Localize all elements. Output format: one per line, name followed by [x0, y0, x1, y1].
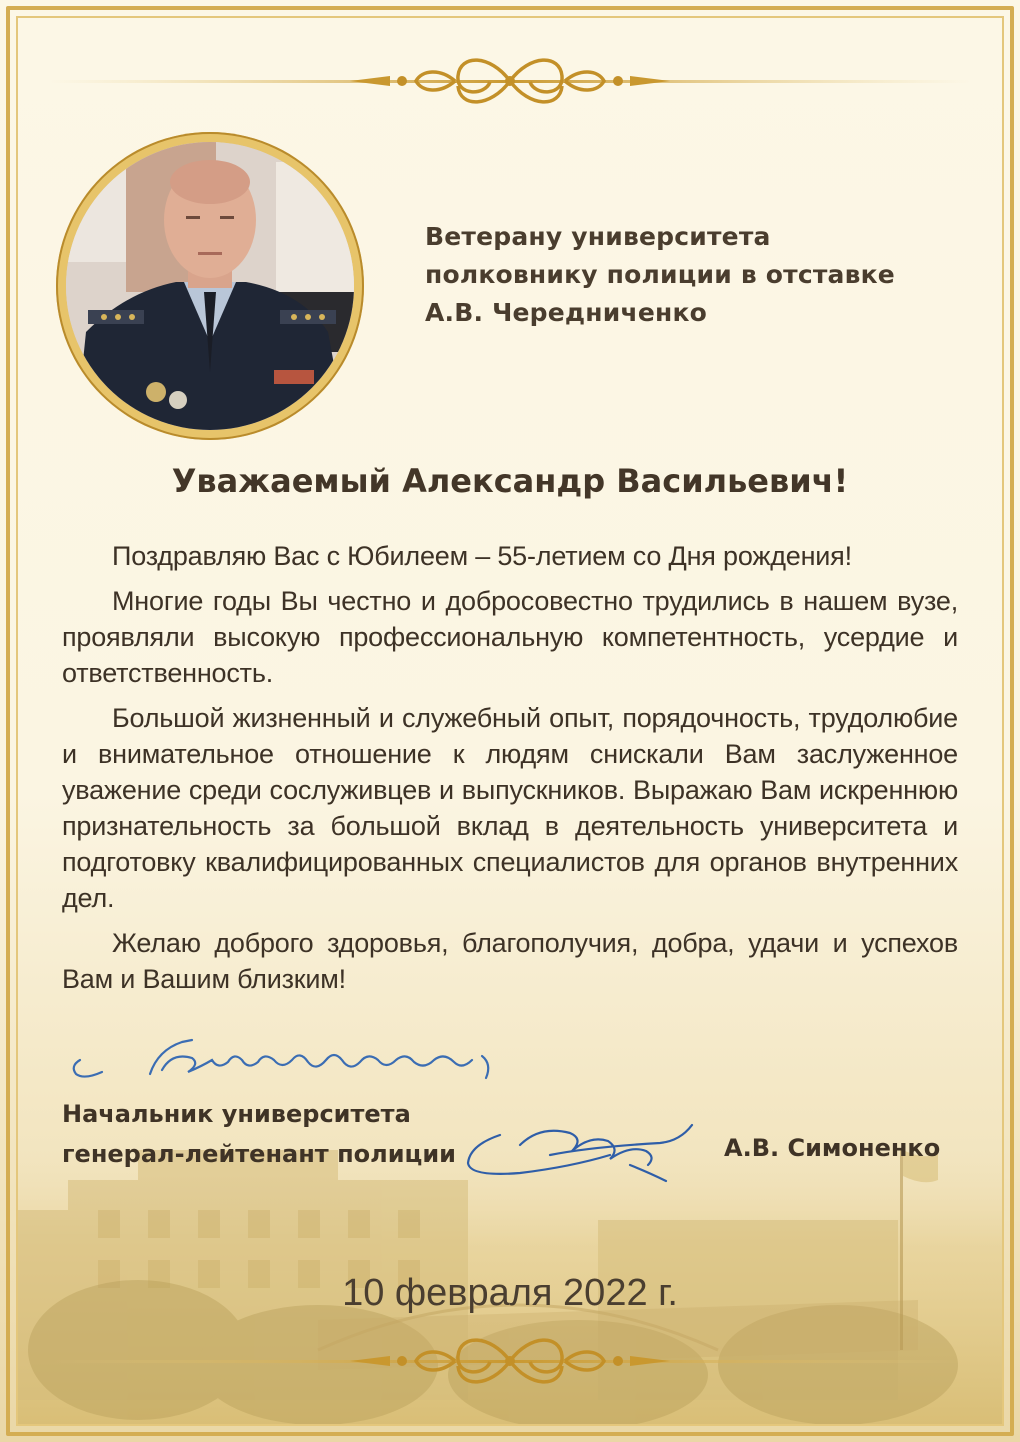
bottom-gold-ornament [50, 1326, 970, 1396]
recipient-line-2: полковнику полиции в отставке [425, 260, 895, 289]
handwritten-closing [62, 1030, 512, 1090]
recipient-block [425, 218, 895, 332]
signatory-title-line-2: генерал-лейтенант полиции [62, 1140, 456, 1168]
greeting-heading: Уважаемый Александр Васильевич! [171, 462, 849, 500]
signatory-title-line-1: Начальник университета [62, 1100, 411, 1128]
portrait-photo [66, 142, 354, 430]
body-paragraph-1: Поздравляю Вас с Юбилеем – 55-летием со Дня рождения! [112, 541, 852, 571]
body-paragraph-3: Большой жизненный и служебный опыт, порядочность, трудолюбие и внимательное отношение к людям снискали Вам заслуженное уважение среди сослуживцев и выпускников. Выражаю Вам искреннюю признательность за большой вклад в деятельность университета и подготовку квалифицированных специалистов для органов внутренних дел. [62, 703, 958, 913]
top-gold-ornament [50, 46, 970, 116]
body-paragraph-2: Многие годы Вы честно и добросовестно трудились в нашем вузе, проявляли высокую профессиональную компетентность, усердие и ответственность. [62, 586, 958, 688]
signatory-name: А.В. Симоненко [724, 1134, 941, 1162]
letter-body [62, 538, 958, 1006]
recipient-name: А.В. Чередниченко [425, 298, 708, 327]
signatory-title [62, 1094, 456, 1174]
body-paragraph-4: Желаю доброго здоровья, благополучия, добра, удачи и успехов Вам и Вашим близким! [62, 928, 958, 994]
handwritten-signature [460, 1115, 700, 1190]
letter-date: 10 февраля 2022 г. [342, 1272, 678, 1314]
portrait-frame [56, 132, 364, 440]
recipient-line-1: Ветерану университета [425, 222, 771, 251]
